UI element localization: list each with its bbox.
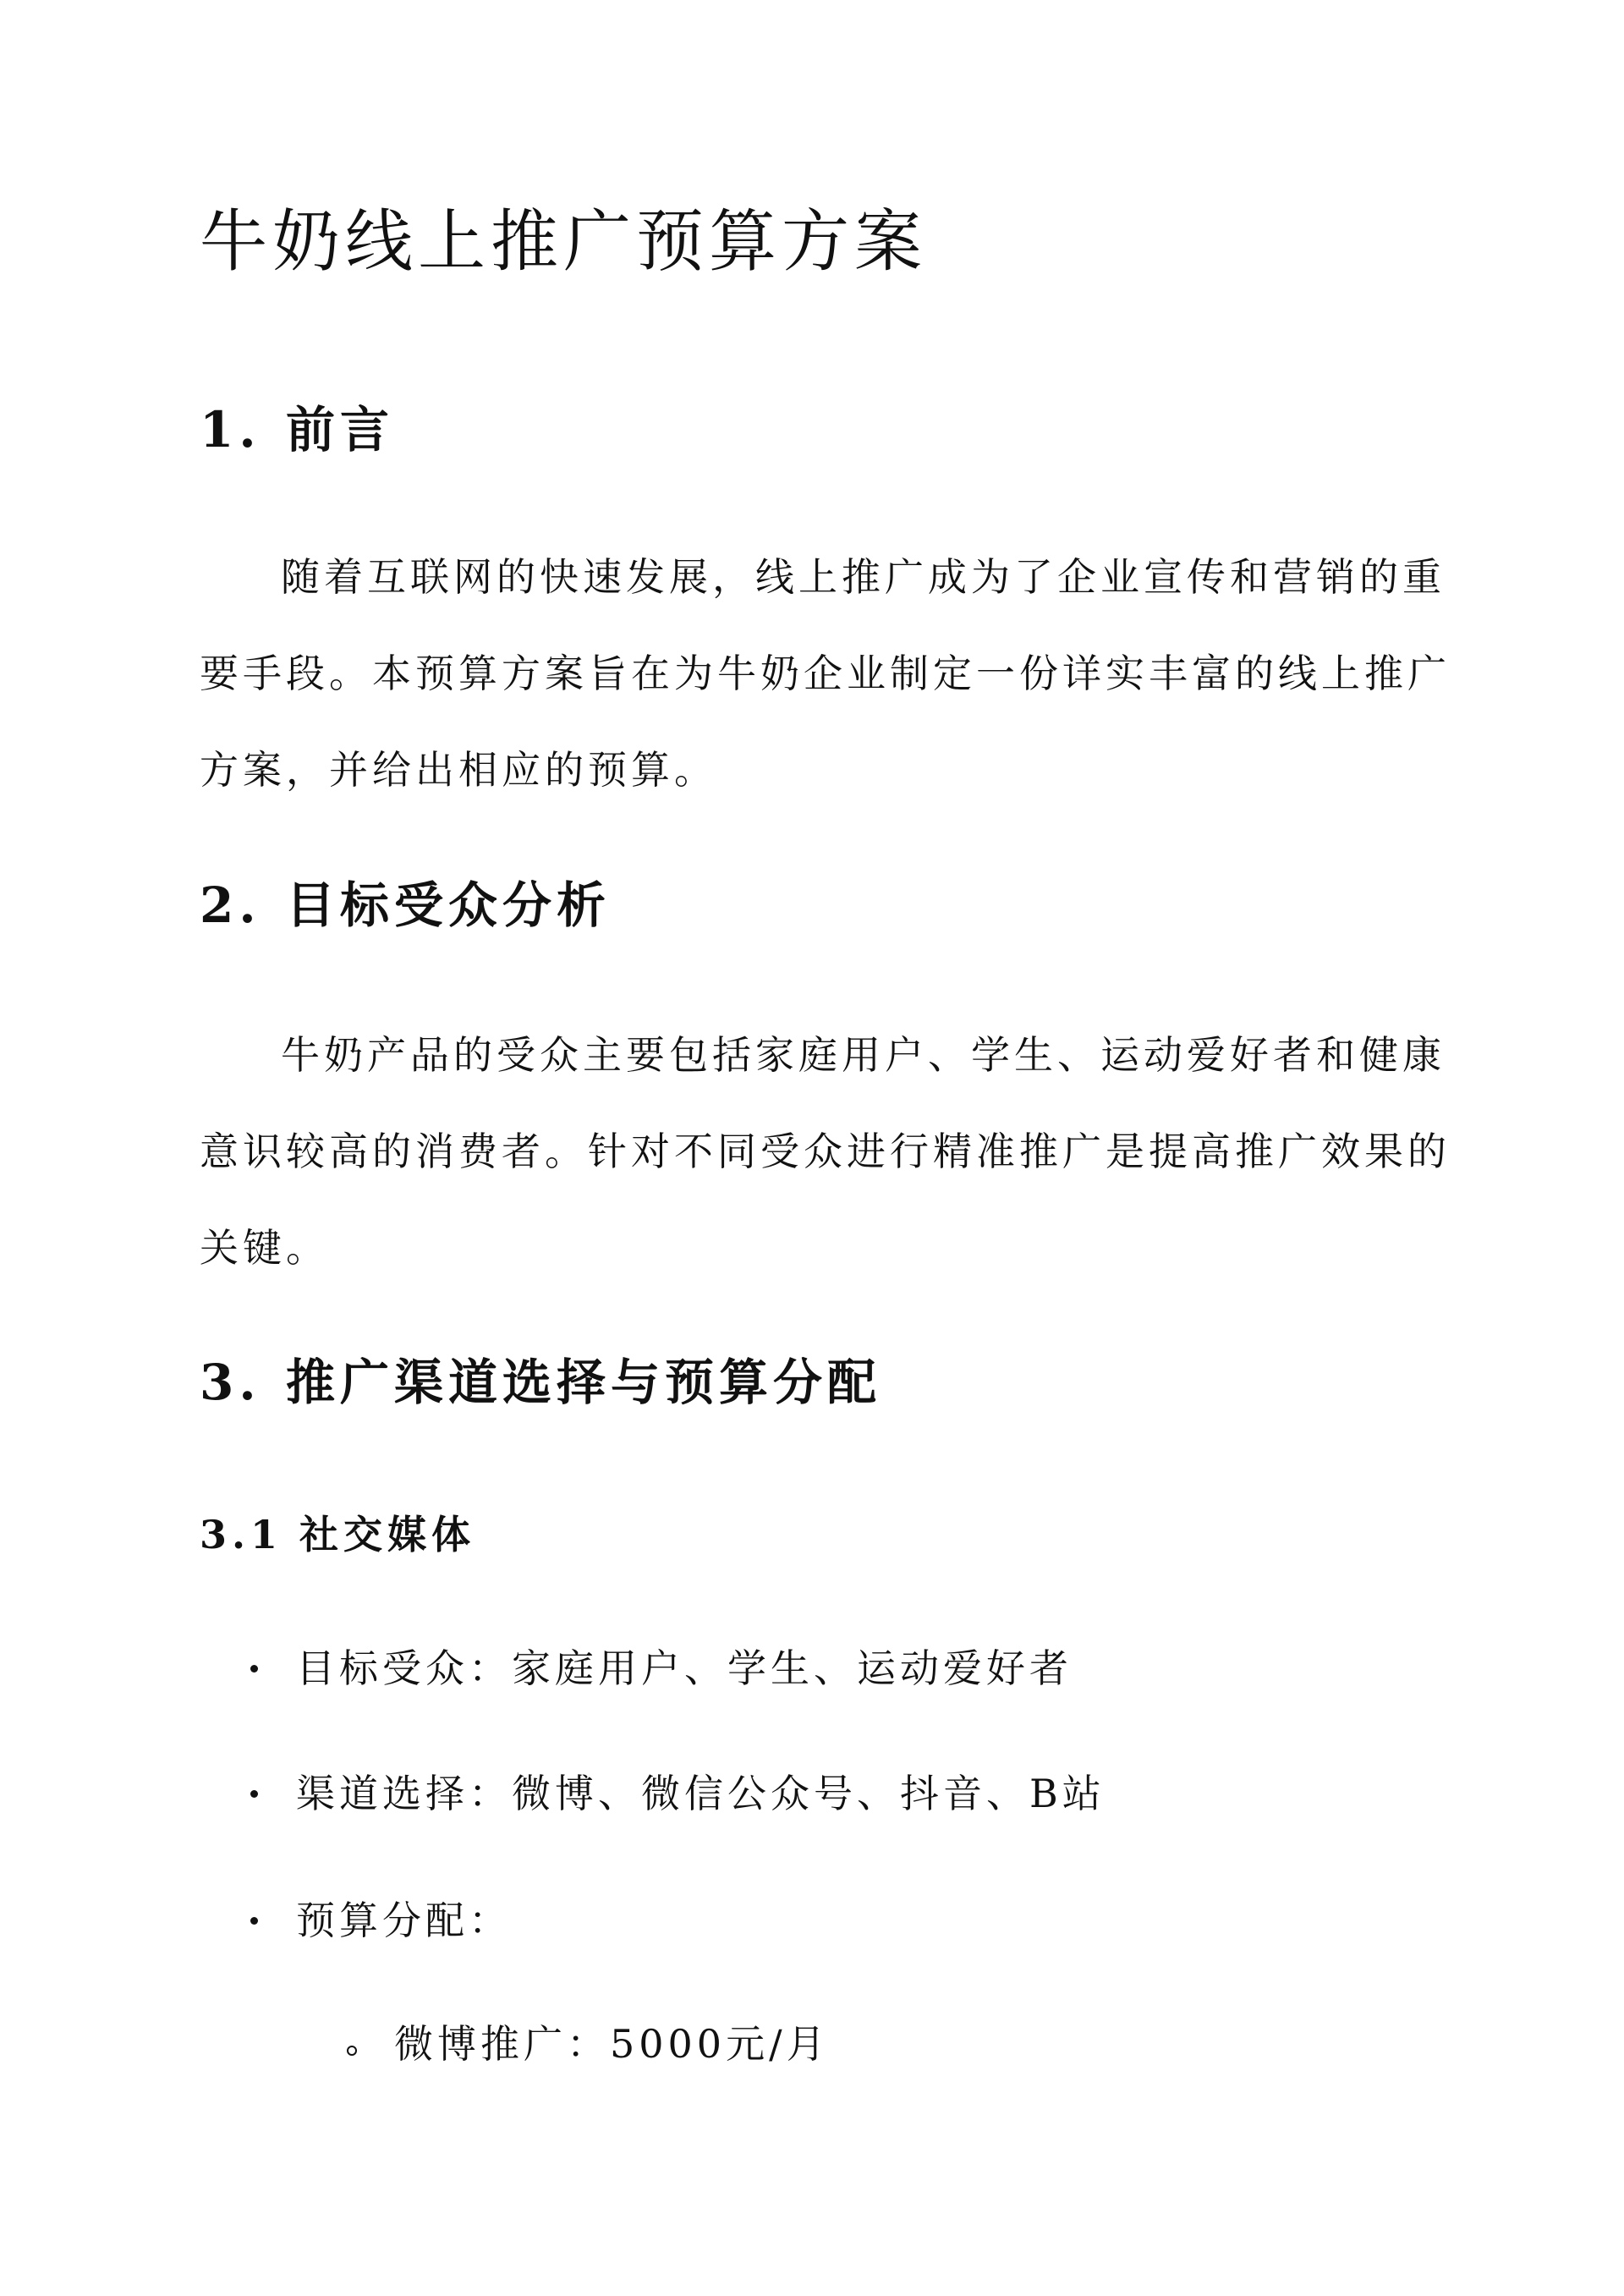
section-heading-2 <box>200 871 611 939</box>
sub-list-item <box>0 2010 1624 2078</box>
paragraph-line: 意识较高的消费者。针对不同受众进行精准推广是提高推广效果的 <box>200 1129 1451 1174</box>
list-item-text: 目标受众：家庭用户、学生、运动爱好者 <box>296 1645 1073 1691</box>
paragraph-line: 方案，并给出相应的预算。 <box>200 747 717 793</box>
list-item <box>0 1634 1624 1702</box>
section-heading-3 <box>200 1348 881 1416</box>
subsection-number: 3.1 <box>200 1512 283 1557</box>
bullet-dot-icon <box>250 1790 258 1798</box>
subsection-title: 社交媒体 <box>299 1512 475 1557</box>
section-paragraph-1 <box>200 529 1451 818</box>
list-item <box>0 1760 1624 1827</box>
paragraph-line: 随着互联网的快速发展，线上推广成为了企业宣传和营销的重 <box>281 554 1446 600</box>
section-title: 前言 <box>286 401 395 459</box>
paragraph-line: 牛奶产品的受众主要包括家庭用户、学生、运动爱好者和健康 <box>281 1032 1446 1078</box>
bullet-dot-icon <box>250 1917 258 1925</box>
section-number: 2. <box>200 876 261 934</box>
section-paragraph-2 <box>200 1007 1451 1296</box>
sub-list-item-text: 微博推广：5000元/月 <box>394 2021 830 2067</box>
section-title: 推广渠道选择与预算分配 <box>286 1354 882 1411</box>
section-number: 1. <box>200 401 261 459</box>
list-item-text: 渠道选择：微博、微信公众号、抖音、B站 <box>296 1771 1106 1816</box>
subsection-heading <box>200 1508 475 1562</box>
section-title: 目标受众分析 <box>286 876 612 934</box>
paragraph-line: 关键。 <box>200 1225 329 1271</box>
section-number: 3. <box>200 1354 261 1411</box>
paragraph-line: 要手段。本预算方案旨在为牛奶企业制定一份详实丰富的线上推广 <box>200 651 1451 696</box>
list-item-text: 预算分配： <box>296 1898 512 1943</box>
hollow-bullet-icon <box>347 2046 357 2056</box>
document-title: 牛奶线上推广预算方案 <box>200 202 927 281</box>
bullet-dot-icon <box>250 1665 258 1673</box>
section-heading-1 <box>200 396 394 464</box>
list-item <box>0 1887 1624 1954</box>
